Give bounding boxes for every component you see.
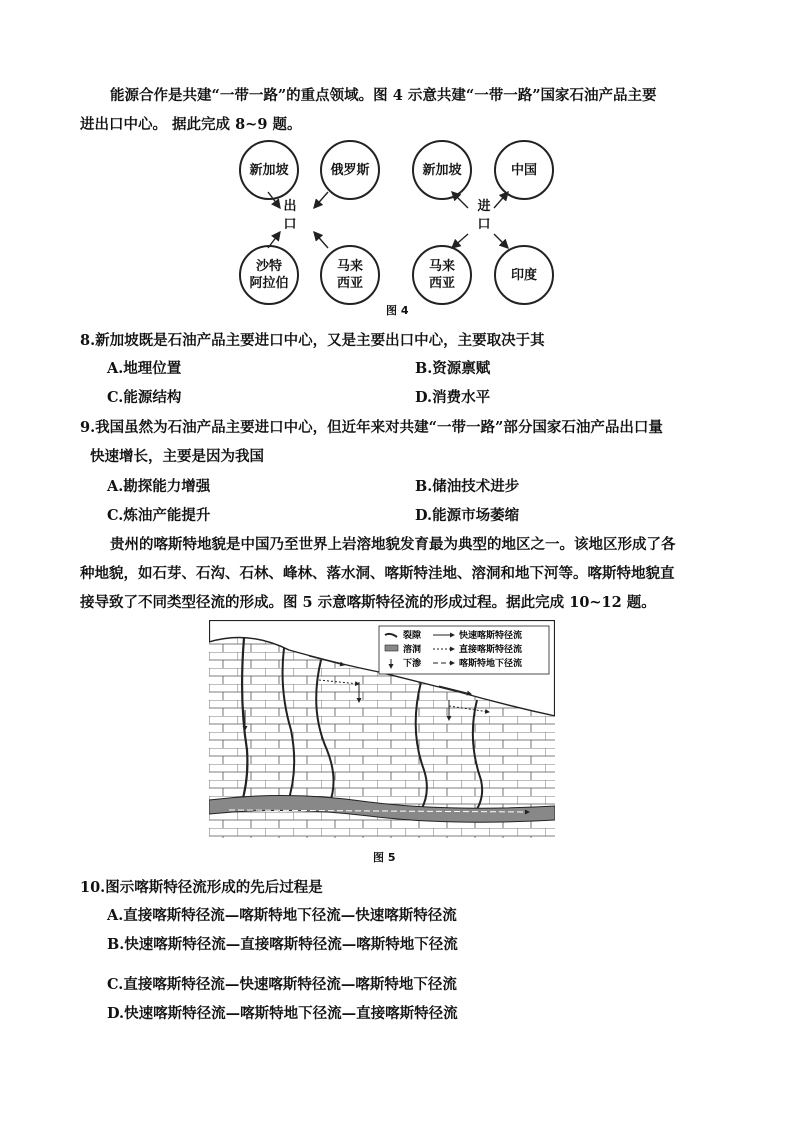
q9-stem-line2: 快速增长，主要是因为我国 [90,448,264,465]
legend-seep: 下渗 [403,659,422,669]
q8-option-c: C.能源结构 [107,389,182,406]
legend-fast: 快速喀斯特径流 [459,631,523,641]
q8-option-a: A.地理位置 [107,360,182,377]
legend-direct: 直接喀斯特径流 [459,645,523,655]
q9-option-d: D.能源市场萎缩 [415,507,520,524]
arrow [452,192,468,208]
q8-option-b: B.资源禀赋 [415,360,491,377]
node-label: 印度 [510,267,537,283]
arrow [314,232,328,248]
arrow [268,232,280,248]
node-label: 马来 西亚 [336,259,363,291]
q10-stem: 10.图示喀斯特径流形成的先后过程是 [80,879,323,896]
figure4-arrows [230,130,570,320]
legend-cave: 溶洞 [403,645,422,655]
q8-option-d: D.消费水平 [415,389,491,406]
intro1-line2: 进出口中心。 据此完成 8~9 题。 [80,116,302,133]
figure4-caption: 图 4 [386,304,409,317]
q8-stem: 8.新加坡既是石油产品主要进口中心，又是主要出口中心，主要取决于其 [80,332,545,349]
node-label: 马来 西亚 [428,259,455,291]
q9-option-b: B.储油技术进步 [415,478,520,495]
q9-stem-line1: 9.我国虽然为石油产品主要进口中心，但近年来对共建“一带一路”部分国家石油产品出口量 [80,419,663,436]
arrow [268,192,280,208]
figure5-caption: 图 5 [373,851,396,864]
intro2-line2: 种地貌，如石芽、石沟、石林、峰林、落水洞、喀斯特洼地、溶洞和地下河等。喀斯特地貌直 [80,565,675,582]
intro2-line1: 贵州的喀斯特地貌是中国乃至世界上岩溶地貌发育最为典型的地区之一。该地区形成了各 [110,536,676,553]
q10-option-b: B.快速喀斯特径流—直接喀斯特径流—喀斯特地下径流 [107,936,458,953]
intro2-line3: 接导致了不同类型径流的形成。图 5 示意喀斯特径流的形成过程。据此完成 10~12 题。 [80,594,656,611]
node-label: 俄罗斯 [330,162,370,178]
node-label: 沙特 阿拉伯 [249,259,289,291]
arrow [494,234,508,248]
q9-option-a: A.勘探能力增强 [107,478,211,495]
q10-option-a: A.直接喀斯特径流—喀斯特地下径流—快速喀斯特径流 [107,907,457,924]
node-label: 新加坡 [249,162,289,178]
q10-option-c: C.直接喀斯特径流—快速喀斯特径流—喀斯特地下径流 [107,976,457,993]
arrow [314,192,328,208]
q10-option-d: D.快速喀斯特径流—喀斯特地下径流—直接喀斯特径流 [107,1005,458,1022]
legend-underground: 喀斯特地下径流 [459,659,523,669]
export-center-label: 出 口 [283,199,297,232]
node-label: 中国 [510,162,537,178]
legend-crack: 裂隙 [403,631,422,641]
import-center-label: 进 口 [477,199,491,232]
arrow [494,192,508,208]
intro1-line1: 能源合作是共建“一带一路”的重点领域。图 4 示意共建“一带一路”国家石油产品主要 [110,87,657,104]
q9-option-c: C.炼油产能提升 [107,507,211,524]
figure-5-karst-diagram [209,620,555,838]
node-label: 新加坡 [422,162,462,178]
arrow [452,234,468,248]
